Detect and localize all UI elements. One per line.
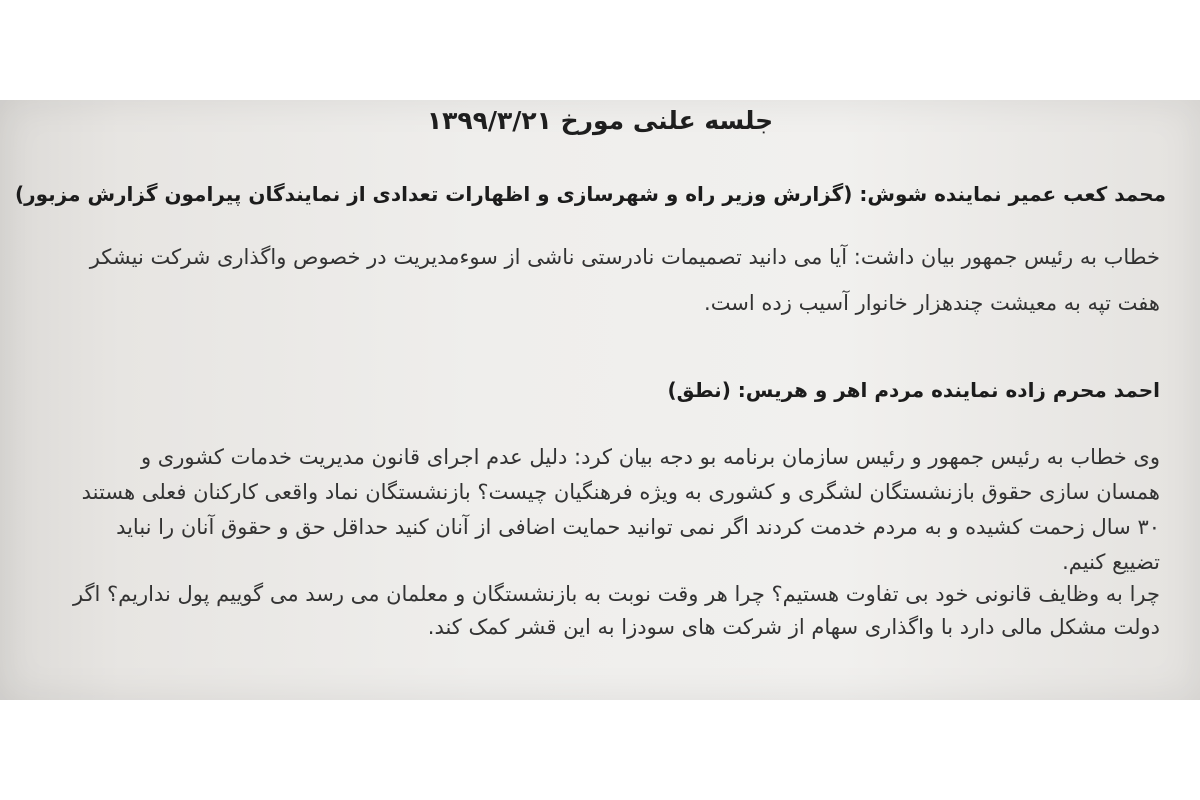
- paragraph-line: تضییع کنیم.: [1062, 550, 1160, 574]
- paragraph-2: [0, 100, 1200, 700]
- speaker-heading-2: احمد محرم زاده نماینده مردم اهر و هریس: (نطق): [667, 378, 1160, 402]
- paragraph-line: ۳۰ سال زحمت کشیده و به مردم خدمت کردند اگر نمی توانید حمایت اضافی از آنان کنید حداقل حق و حقوق آنان را نباید: [116, 515, 1160, 539]
- paragraph-line: همسان سازی حقوق بازنشستگان لشگری و کشوری به ویژه فرهنگیان چیست؟ بازنشستگان نماد واقعی کارکنان فعلی هستند: [81, 480, 1160, 504]
- paragraph-line: دولت مشکل مالی دارد با واگذاری سهام از شرکت های سودزا به این قشر کمک کند.: [427, 615, 1160, 639]
- page-title: جلسه علنی مورخ ۱۳۹۹/۳/۲۱: [426, 106, 774, 135]
- paragraph-line: هفت تپه به معیشت چندهزار خانوار آسیب زده است.: [704, 291, 1160, 315]
- speaker-heading-1: محمد کعب عمیر نماینده شوش: (گزارش وزیر راه و شهرسازی و اظهارات تعدادی از نمایندگان پیرامون گزارش مزبور): [14, 182, 1166, 206]
- paragraph-line: خطاب به رئیس جمهور بیان داشت: آیا می دانید تصمیمات نادرستی ناشی از سوءمدیریت در خصوص واگذاری شرکت نیشکر: [89, 245, 1160, 269]
- paragraph-line: چرا به وظایف قانونی خود بی تفاوت هستیم؟ چرا هر وقت نوبت به بازنشستگان و معلمان می رسد می گوییم پول نداریم؟ اگر: [72, 582, 1160, 606]
- document-page: [0, 100, 1200, 700]
- paragraph-line: وی خطاب به رئیس جمهور و رئیس سازمان برنامه بو دجه بیان کرد: دلیل عدم اجرای قانون مدیریت خدمات کشوری و: [140, 445, 1160, 469]
